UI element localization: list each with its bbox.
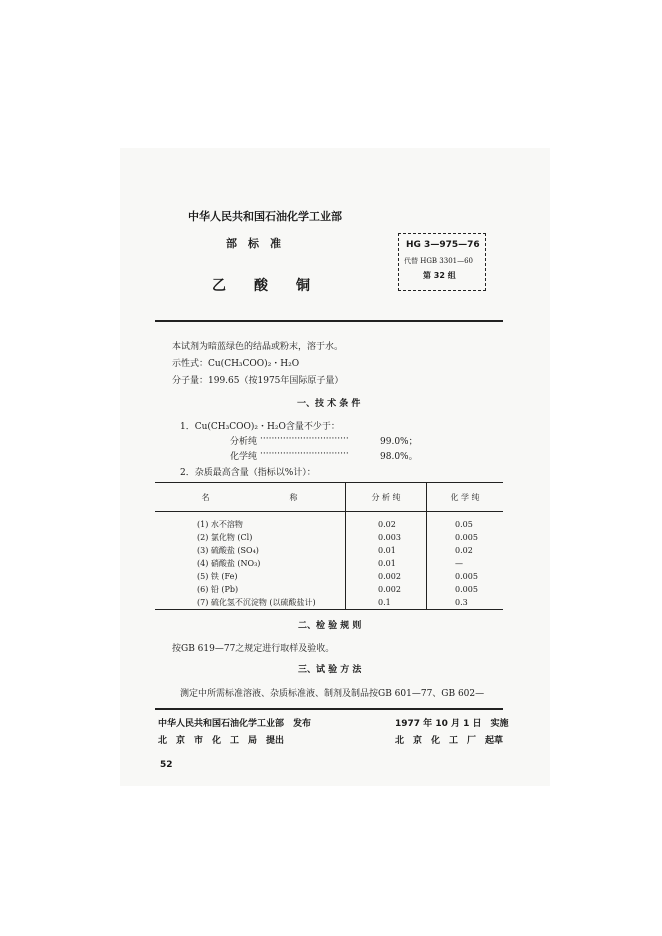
analytical-value: 0.01 <box>346 557 427 570</box>
chemical-grade-label: 化学纯 <box>230 452 258 462</box>
chemical-value: 0.02 <box>427 544 504 557</box>
header-divider <box>155 320 503 322</box>
section-heading-inspection: 二、检 验 规 则 <box>298 621 362 631</box>
table-row <box>155 512 503 532</box>
table-row <box>155 557 503 570</box>
chemical-value: — <box>427 557 504 570</box>
issuer: 中华人民共和国石油化学工业部 发布 <box>158 719 312 729</box>
proposer: 北 京 市 化 工 局 提出 <box>158 736 285 746</box>
table-row <box>155 544 503 557</box>
chemical-value: 0.3 <box>427 596 504 610</box>
test-methods-text: 测定中所需标准溶液、杂质标准液、制剂及制品按GB 601—77、GB 602— <box>180 689 485 699</box>
impurity-name: (7) 硫化氢不沉淀物 (以硫酸盐计) <box>155 596 346 610</box>
page-number: 52 <box>160 760 173 770</box>
analytical-grade-label: 分析纯 <box>230 437 258 447</box>
group-number: 第 32 组 <box>423 271 456 280</box>
leader-dots: ······························· <box>260 449 349 459</box>
col-header-analytical: 分 析 纯 <box>346 483 427 512</box>
standard-type: 部 标 准 <box>226 237 281 250</box>
impurity-name: (2) 氯化物 (Cl) <box>197 533 253 542</box>
inspection-text: 按GB 619—77之规定进行取样及验收。 <box>172 644 335 654</box>
ministry-name: 中华人民共和国石油化学工业部 <box>188 210 342 223</box>
content-requirement: 1．Cu(CH₃COO)₂・H₂O含量不少于： <box>180 422 340 432</box>
chemical-value: 0.05 <box>427 512 504 532</box>
drafter: 北 京 化 工 厂 起草 <box>395 736 504 746</box>
table-row <box>155 583 503 596</box>
col-header-chemical: 化 学 纯 <box>427 483 504 512</box>
effective-date: 1977 年 10 月 1 日 实施 <box>395 719 509 729</box>
description-text: 本试剂为暗蓝绿色的结晶或粉末，溶于水。 <box>172 342 344 352</box>
impurity-name: (6) 铅 (Pb) <box>197 585 239 594</box>
impurity-name: (3) 硫酸盐 (SO₄) <box>197 546 259 555</box>
impurity-name: (4) 硝酸盐 (NO₃) <box>197 559 261 568</box>
analytical-value: 0.1 <box>346 596 427 610</box>
section-heading-technical: 一、技 术 条 件 <box>297 399 361 409</box>
standard-code: HG 3—975—76 <box>406 240 480 250</box>
chemical-value: 0.005 <box>427 570 504 583</box>
footer-divider <box>155 708 503 710</box>
impurity-table <box>155 482 503 610</box>
table-row <box>155 570 503 583</box>
impurity-heading: 2．杂质最高含量（指标以%计）： <box>180 468 316 478</box>
impurity-name: (5) 铁 (Fe) <box>197 572 238 581</box>
section-heading-test-methods: 三、试 验 方 法 <box>298 665 362 675</box>
analytical-value: 0.003 <box>346 531 427 544</box>
analytical-value: 0.002 <box>346 570 427 583</box>
chemical-value: 0.005 <box>427 531 504 544</box>
analytical-grade-value: 99.0%； <box>380 437 418 447</box>
analytical-value: 0.002 <box>346 583 427 596</box>
chemical-grade-value: 98.0%。 <box>380 452 418 462</box>
chemical-value: 0.005 <box>427 583 504 596</box>
replaced-code: 代替 HGB 3301—60 <box>404 257 474 265</box>
analytical-value: 0.02 <box>346 512 427 532</box>
table-row <box>155 596 503 610</box>
table-row <box>155 531 503 544</box>
molecular-weight-text: 分子量：199.65（按1975年国际原子量） <box>172 376 344 386</box>
col-header-name: 名 称 <box>155 483 346 512</box>
table-header-row <box>155 483 503 512</box>
impurity-name: (1) 水不溶物 <box>197 520 243 529</box>
leader-dots: ······························· <box>260 434 349 444</box>
document-title: 乙 酸 铜 <box>212 278 310 294</box>
formula-text: 示性式：Cu(CH₃COO)₂・H₂O <box>172 359 300 369</box>
analytical-value: 0.01 <box>346 544 427 557</box>
